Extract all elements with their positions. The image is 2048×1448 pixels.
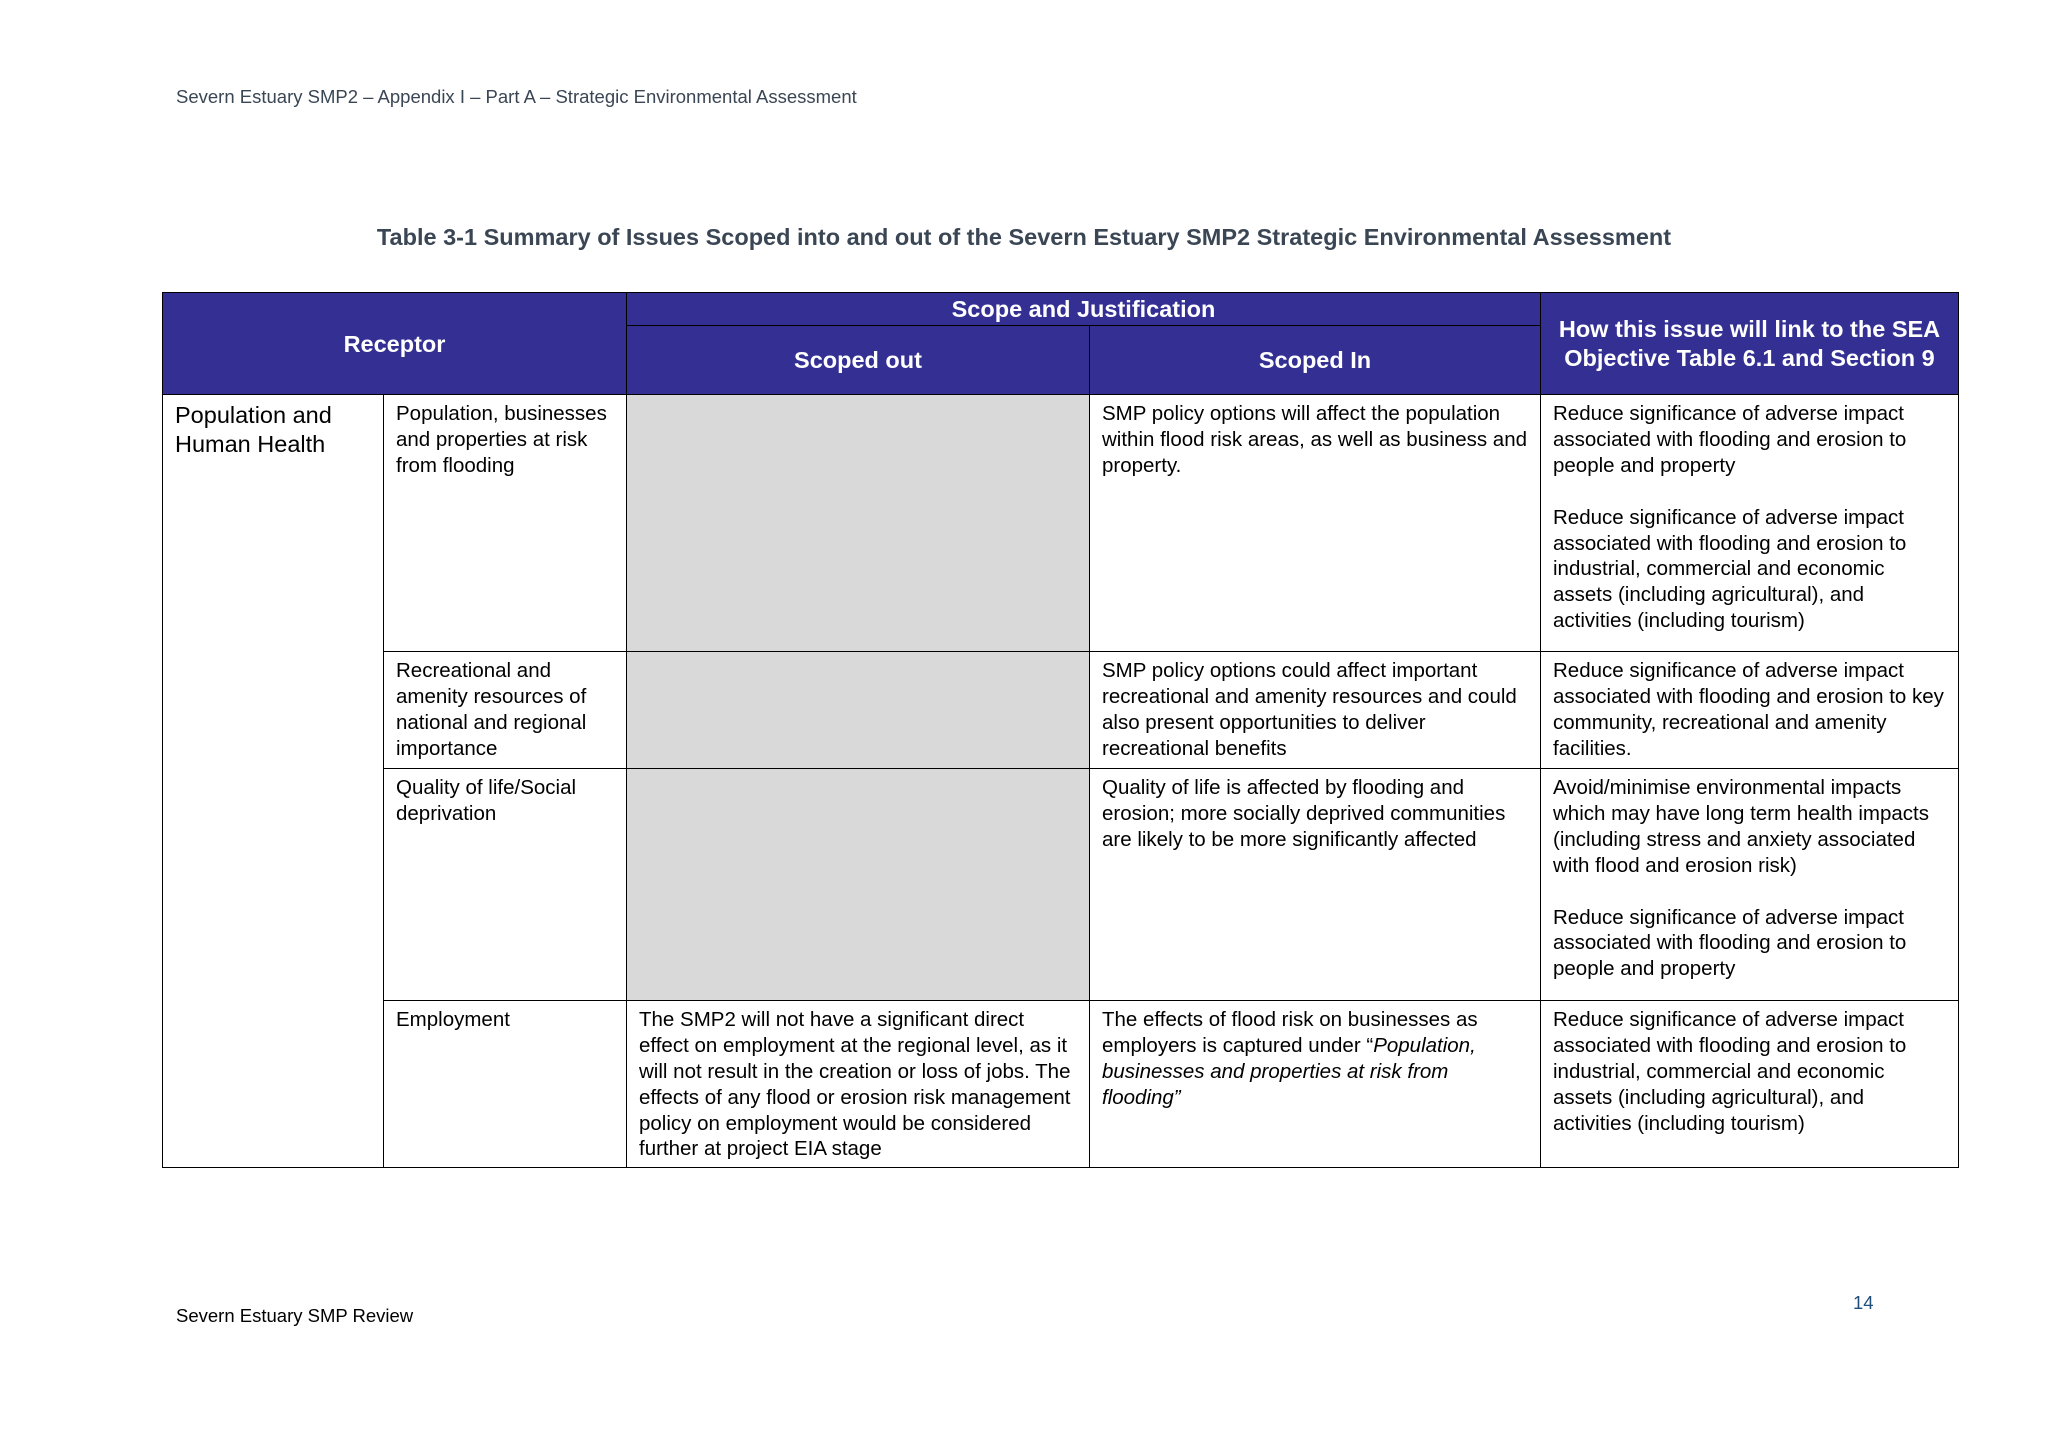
- header-scoped-out: Scoped out: [627, 326, 1090, 395]
- header-sea-link: How this issue will link to the SEA Objective Table 6.1 and Section 9: [1541, 293, 1959, 395]
- header-scoped-in: Scoped In: [1090, 326, 1541, 395]
- scoped-out-cell: [627, 652, 1090, 769]
- link-paragraph: Reduce significance of adverse impact associated with flooding and erosion to industrial, commercial and economic assets (including agricultural), and activities (including tourism): [1553, 1008, 1907, 1135]
- scoped-in-text: The effects of flood risk on businesses as employers is captured under “: [1102, 1008, 1478, 1058]
- receptor-cell: Quality of life/Social deprivation: [384, 769, 627, 1001]
- scoped-in-cell: SMP policy options could affect important recreational and amenity resources and could also present opportunities to deliver recreational benefits: [1090, 652, 1541, 769]
- footer-text: Severn Estuary SMP Review: [176, 1305, 414, 1326]
- table-row: [163, 652, 1959, 769]
- table-title: Table 3-1 Summary of Issues Scoped into and out of the Severn Estuary SMP2 Strategic Environmental Assessment: [376, 224, 1672, 250]
- link-paragraph: Reduce significance of adverse impact associated with flooding and erosion to people and property: [1553, 402, 1907, 477]
- page-number: 14: [1853, 1292, 1874, 1313]
- scoped-out-cell: [627, 769, 1090, 1001]
- receptor-cell: Population, businesses and properties at risk from flooding: [384, 395, 627, 652]
- scoped-in-reference: Population, businesses and properties at risk from flooding”: [1102, 1034, 1476, 1109]
- link-cell: [1541, 652, 1959, 769]
- group-label: Population and Human Health: [163, 395, 384, 1168]
- header-receptor: Receptor: [163, 293, 627, 395]
- scoped-in-cell: SMP policy options will affect the population within flood risk areas, as well as business and property.: [1090, 395, 1541, 652]
- receptor-cell: Employment: [384, 1001, 627, 1168]
- receptor-cell: Recreational and amenity resources of national and regional importance: [384, 652, 627, 769]
- link-cell: [1541, 395, 1959, 652]
- scoped-in-cell: Quality of life is affected by flooding and erosion; more socially deprived communities are likely to be more significantly affected: [1090, 769, 1541, 1001]
- scoped-out-cell: The SMP2 will not have a significant direct effect on employment at the regional level, as it will not result in the creation or loss of jobs. The effects of any flood or erosion risk management policy on employment would be considered further at project EIA stage: [627, 1001, 1090, 1168]
- link-paragraph: Reduce significance of adverse impact associated with flooding and erosion to industrial, commercial and economic assets (including agricultural), and activities (including tourism): [1553, 505, 1907, 632]
- running-header: Severn Estuary SMP2 – Appendix I – Part A – Strategic Environmental Assessment: [176, 86, 857, 107]
- link-paragraph: Reduce significance of adverse impact associated with flooding and erosion to people and property: [1553, 905, 1907, 981]
- header-scope-justification: Scope and Justification: [627, 293, 1541, 326]
- scoped-in-cell: [1090, 1001, 1541, 1168]
- header-row-top: [163, 293, 1959, 326]
- link-paragraph: Reduce significance of adverse impact associated with flooding and erosion to key community, recreational and amenity facilities.: [1553, 659, 1944, 760]
- link-paragraph: Avoid/minimise environmental impacts which may have long term health impacts (including stress and anxiety associated with flood and erosion risk): [1553, 776, 1930, 877]
- table-row: [163, 769, 1959, 1001]
- issues-table: [162, 292, 1959, 1168]
- table-row: [163, 395, 1959, 652]
- link-cell: [1541, 769, 1959, 1001]
- scoped-out-cell: [627, 395, 1090, 652]
- table-row: [163, 1001, 1959, 1168]
- link-cell: [1541, 1001, 1959, 1168]
